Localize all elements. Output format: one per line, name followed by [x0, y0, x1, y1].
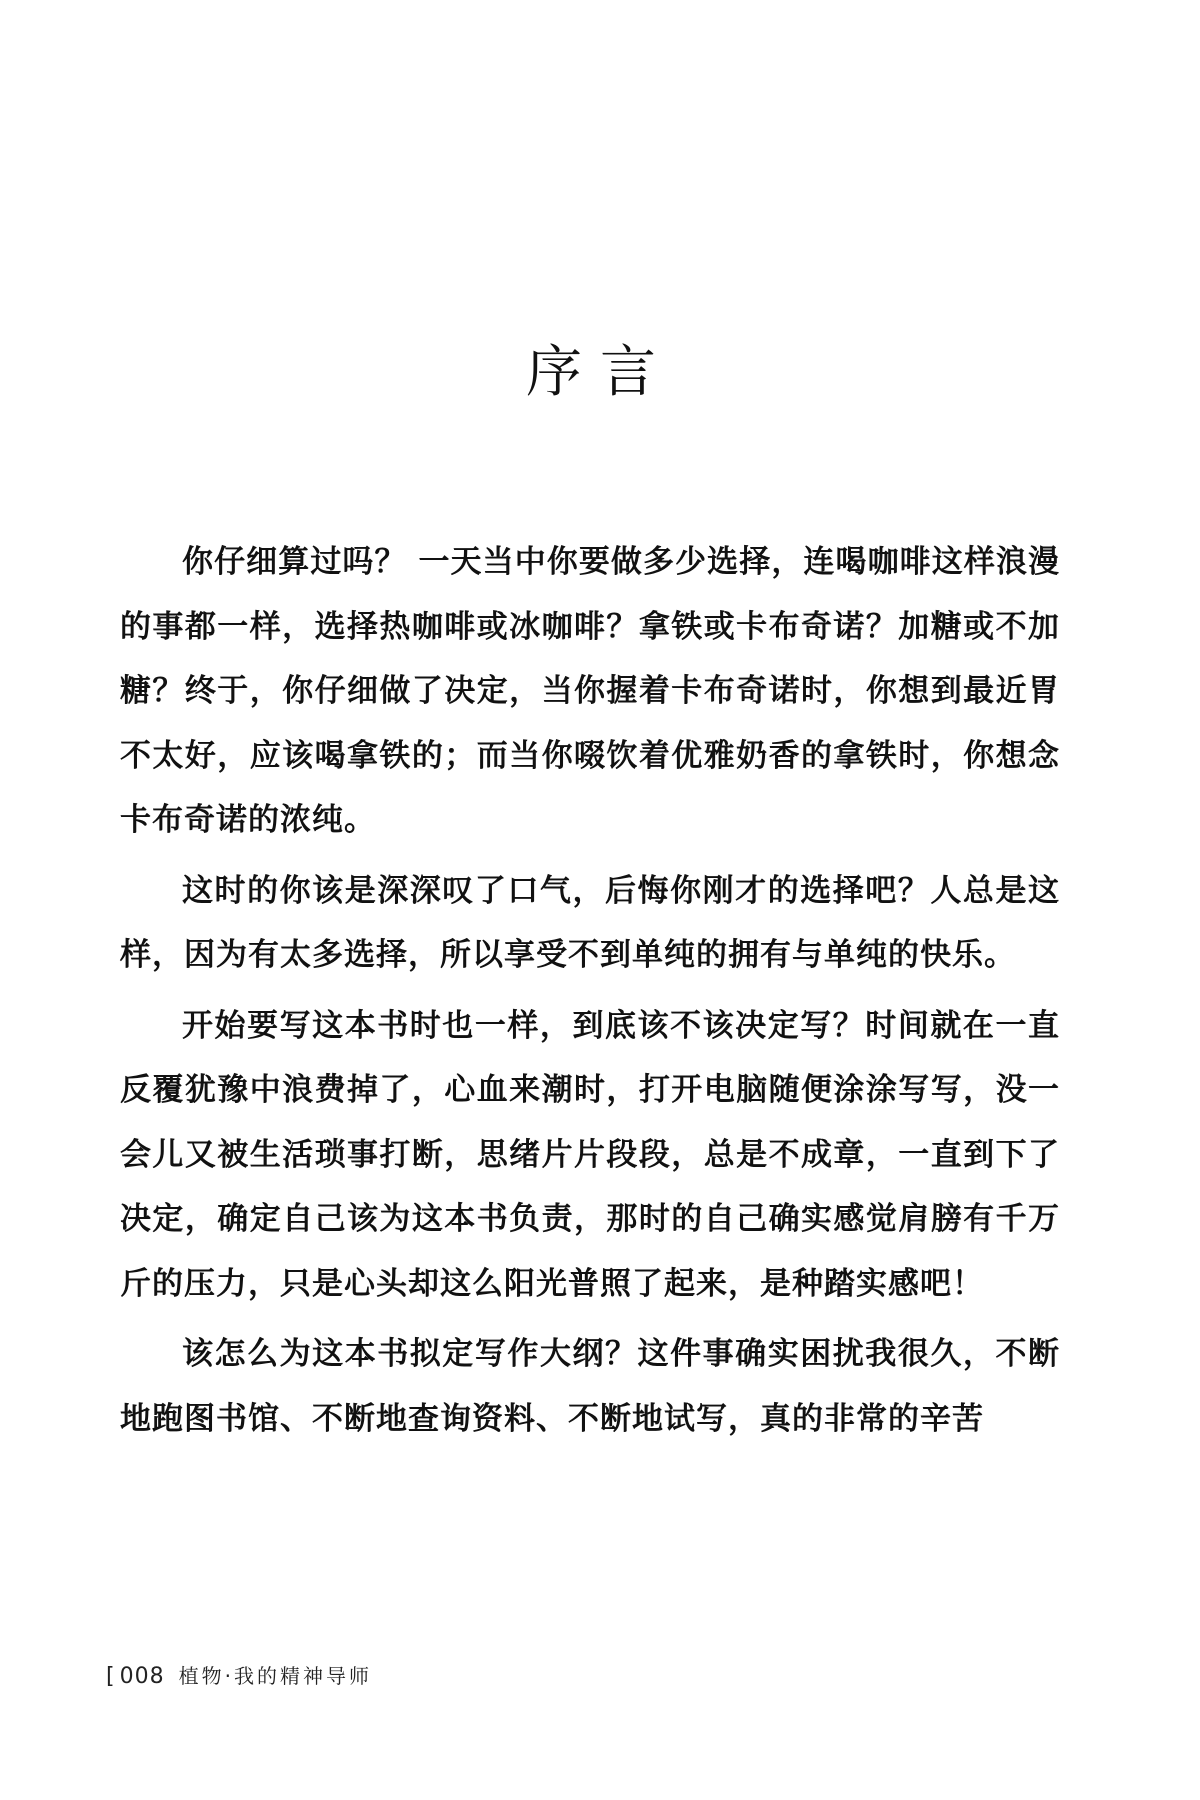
- running-book-title: 植物·我的精神导师: [178, 1664, 372, 1688]
- page-number: [ 008: [106, 1664, 165, 1689]
- paragraph-1: 你仔细算过吗？ 一天当中你要做多少选择，连喝咖啡这样浪漫的事都一样，选择热咖啡或冰咖啡？拿铁或卡布奇诺？加糖或不加糖？终于，你仔细做了决定，当你握着卡布奇诺时，你想到最近胃不太好，应该喝拿铁的；而当你啜饮着优雅奶香的拿铁时，你想念卡布奇诺的浓纯。: [120, 544, 1060, 838]
- paragraph-2: 这时的你该是深深叹了口气，后悔你刚才的选择吧？人总是这样，因为有太多选择，所以享受不到单纯的拥有与单纯的快乐。: [120, 872, 1060, 973]
- paragraph-3: 开始要写这本书时也一样，到底该不该决定写？时间就在一直反覆犹豫中浪费掉了，心血来潮时，打开电脑随便涂涂写写，没一会儿又被生活琐事打断，思绪片片段段，总是不成章，一直到下了决定，确定自己该为这本书负责，那时的自己确实感觉肩膀有千万斤的压力，只是心头却这么阳光普照了起来，是种踏实感吧！: [120, 1007, 1060, 1302]
- body-text: [120, 530, 1060, 1457]
- page-footer: [106, 1660, 372, 1689]
- paragraph-4: 该怎么为这本书拟定写作大纲？这件事确实困扰我很久，不断地跑图书馆、不断地查询资料、不断地试写，真的非常的辛苦: [120, 1336, 1060, 1437]
- page-title: 序言: [526, 340, 674, 405]
